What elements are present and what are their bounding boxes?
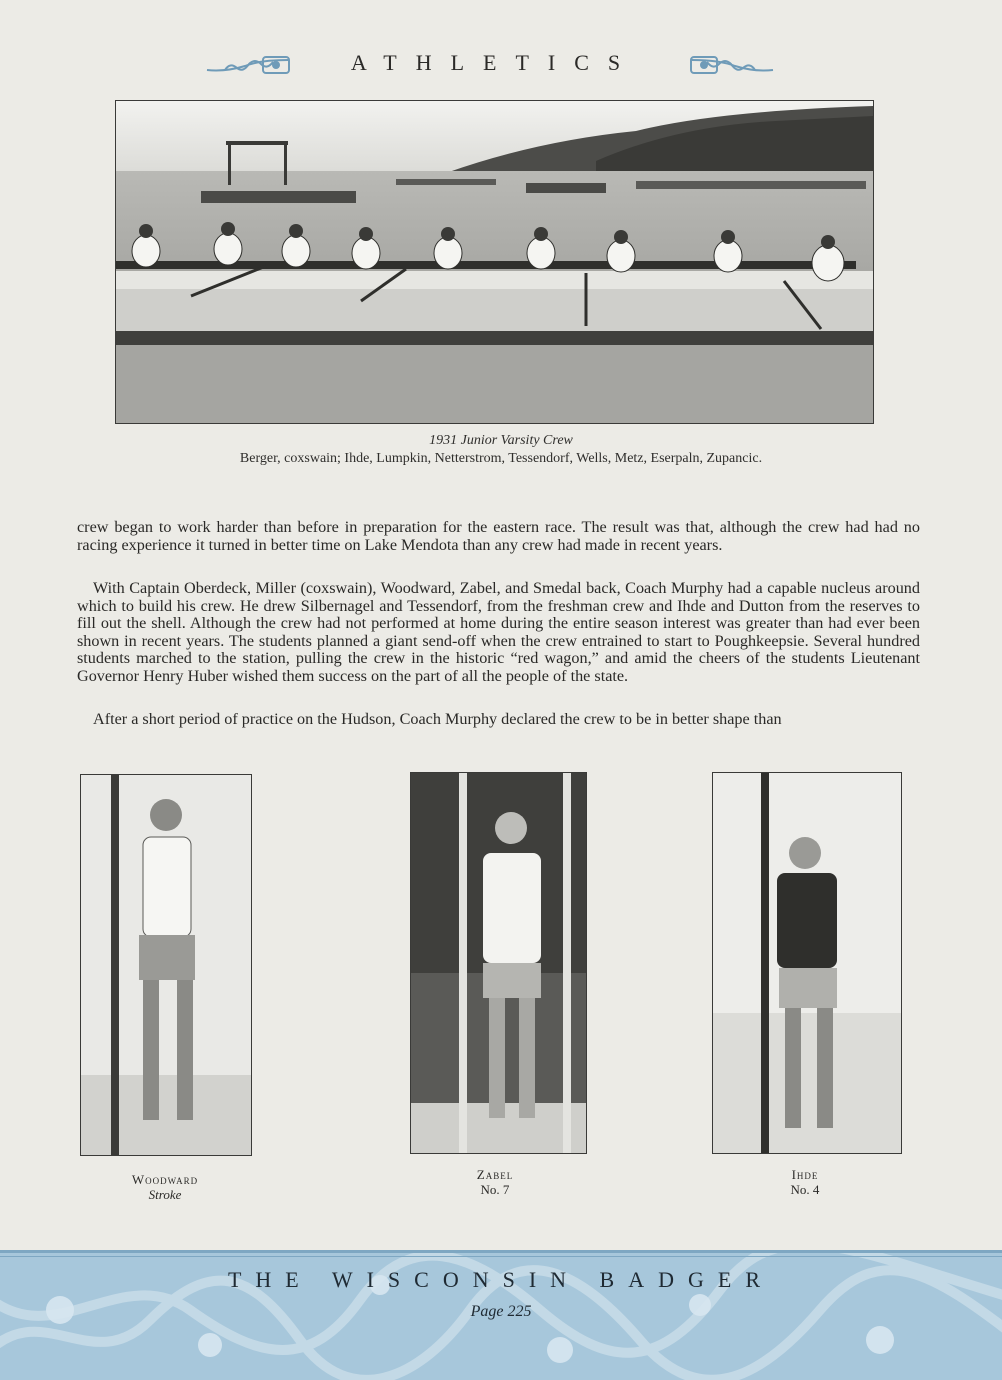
left-ornament-icon bbox=[205, 56, 290, 74]
portrait-position-woodward: Stroke bbox=[148, 1187, 182, 1202]
right-ornament-icon bbox=[690, 56, 775, 74]
portrait-ihde bbox=[712, 772, 902, 1154]
portrait-position-zabel: No. 7 bbox=[480, 1182, 510, 1197]
article-paragraph-2: With Captain Oberdeck, Miller (coxswain), Woodward, Zabel, and Smedal back, Coach Murphy had a capable nucleus around which to build his crew. He drew Silbernagel and Tessendorf, from the freshman crew and Ihde and Dutton from the reserves to fill out the shell. Although the crew had not performed at home during the entire season interest was greater than had ever been shown in recent years. The students planned a giant send-off when the crew entrained to start to Poughkeepsie. Several hundred students marched to the station, pulling the crew in the historic “red wagon,” and amid the cheers of the students Lieutenant Governor Henry Huber wished them success on the part of all the people of the state. bbox=[77, 579, 920, 685]
photo-caption-names: Berger, coxswain; Ihde, Lumpkin, Netterstrom, Tessendorf, Wells, Metz, Eserpaln, Zupancic. bbox=[239, 451, 763, 466]
portrait-name-zabel: Zabel bbox=[476, 1167, 514, 1182]
portrait-position-ihde: No. 4 bbox=[790, 1182, 820, 1197]
section-title: ATHLETICS bbox=[350, 50, 640, 75]
page-number: Page 225 bbox=[470, 1303, 532, 1320]
portrait-woodward bbox=[80, 774, 252, 1156]
footer-divider bbox=[0, 1250, 1002, 1253]
portrait-zabel bbox=[410, 772, 587, 1154]
publication-title: THE WISCONSIN BADGER bbox=[227, 1267, 775, 1292]
portrait-name-ihde: Ihde bbox=[791, 1167, 819, 1182]
portrait-name-woodward: Woodward bbox=[131, 1172, 199, 1187]
article-paragraph-1: crew began to work harder than before in preparation for the eastern race. The result was that, although the crew had had no racing experience it turned in better time on Lake Mendota than any crew had made in recent years. bbox=[77, 518, 920, 554]
article-paragraph-3: After a short period of practice on the Hudson, Coach Murphy declared the crew to be in better shape than bbox=[93, 710, 782, 728]
crew-photo bbox=[115, 100, 874, 424]
page-header bbox=[0, 48, 1002, 80]
footer-divider-thin bbox=[0, 1256, 1002, 1257]
photo-caption-title: 1931 Junior Varsity Crew bbox=[429, 433, 573, 448]
